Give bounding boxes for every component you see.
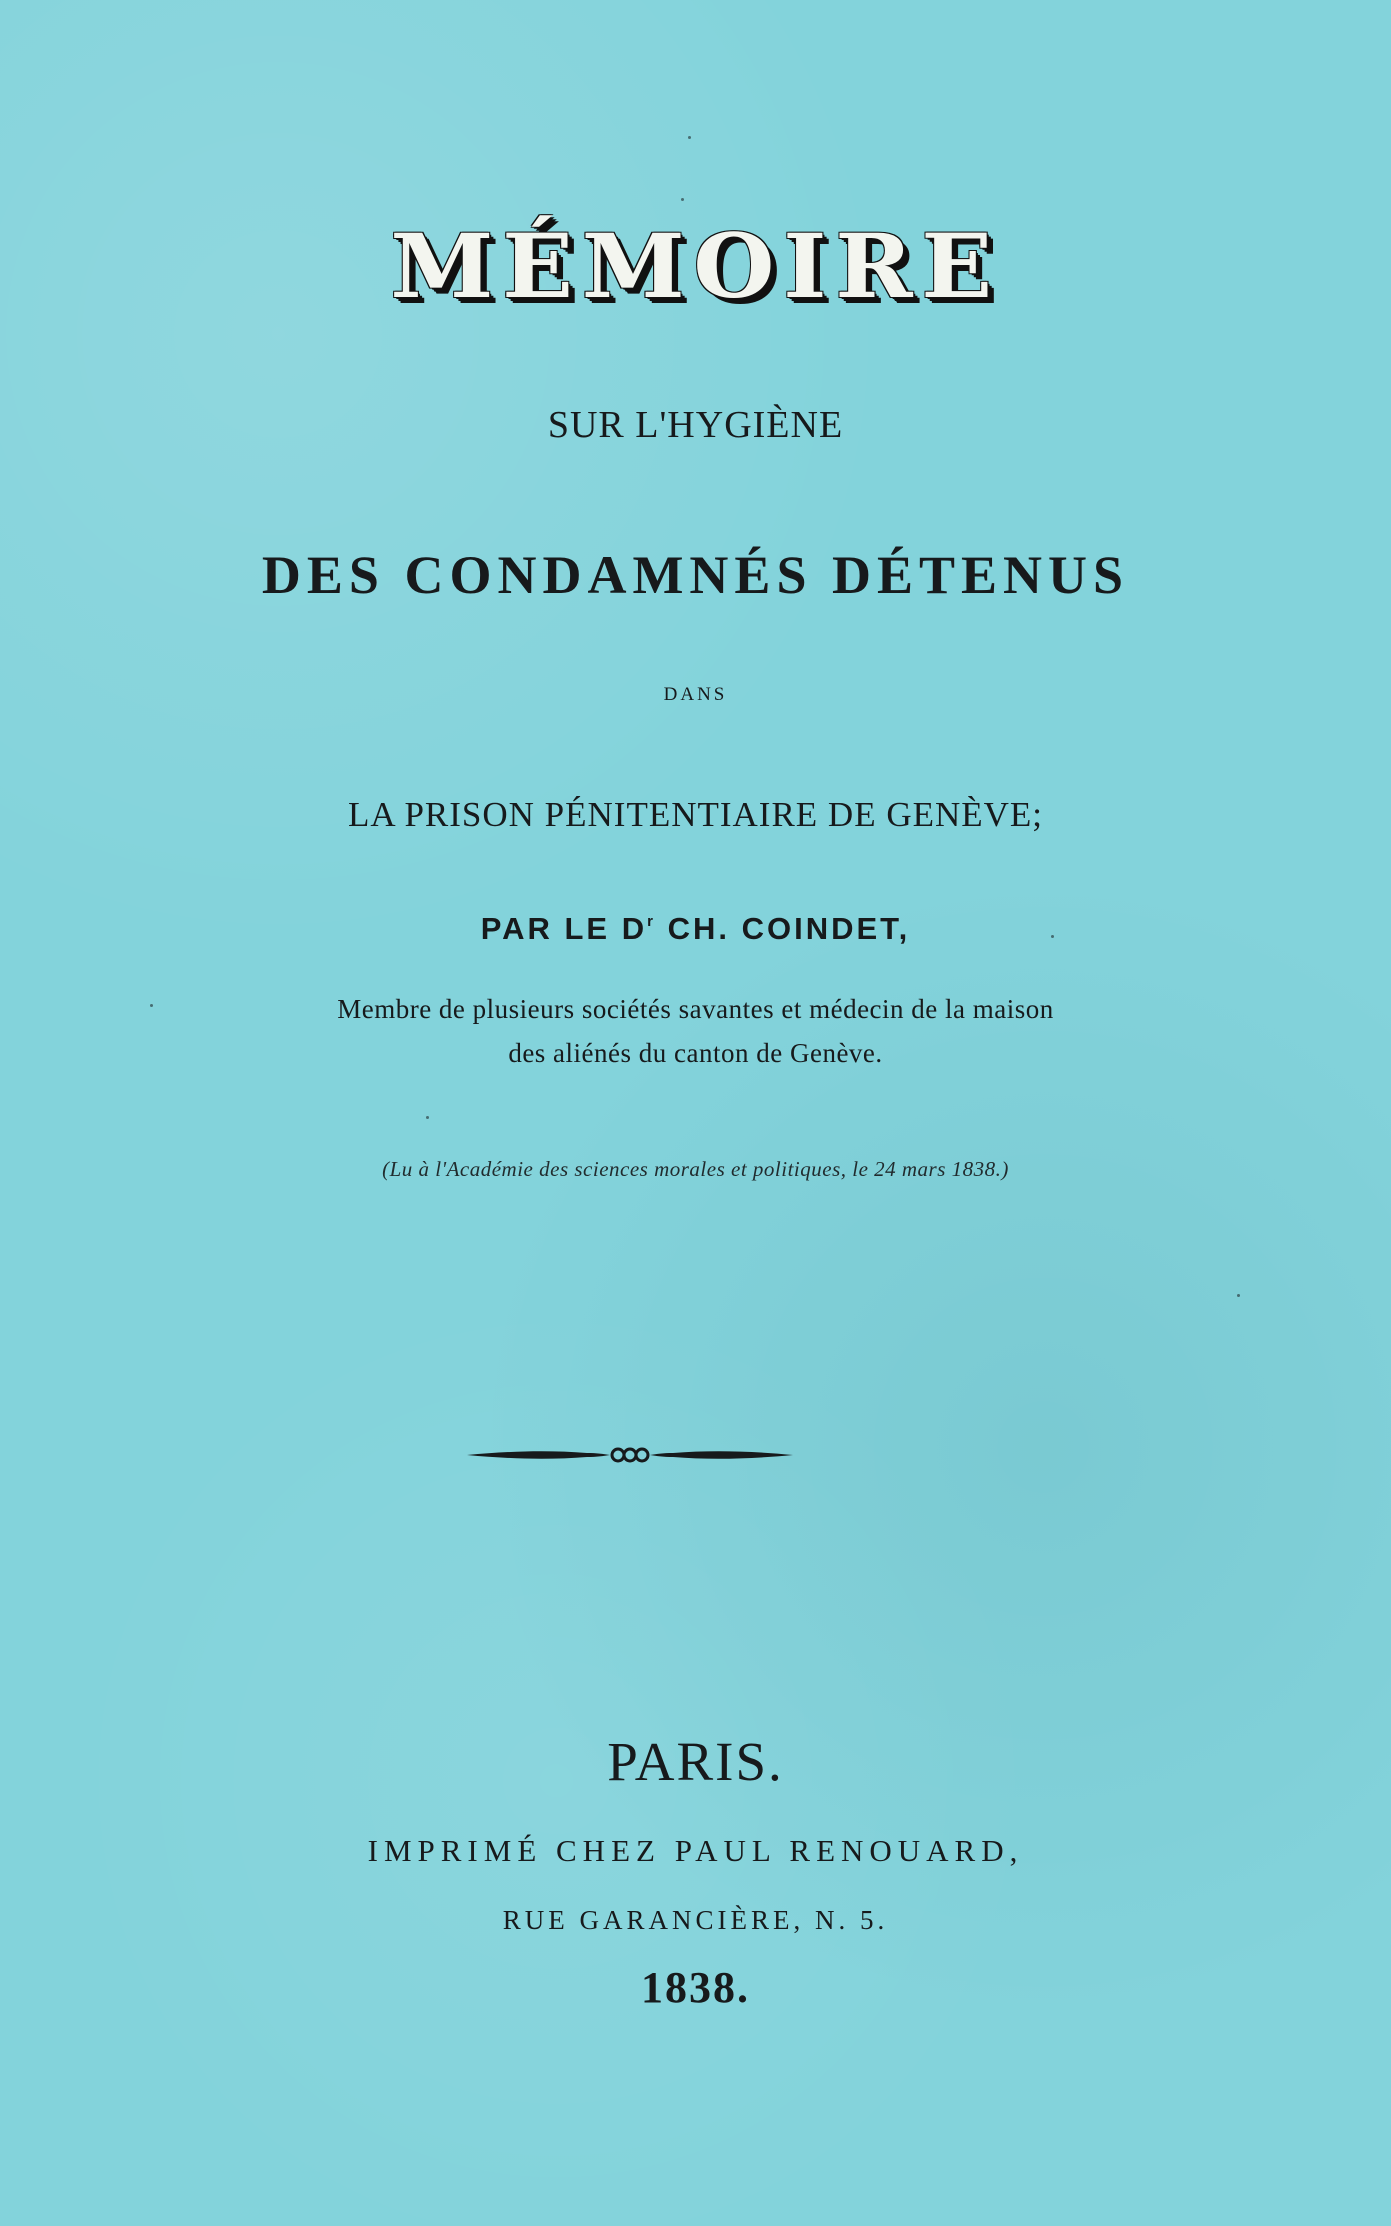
- ornament-icon: [465, 1438, 795, 1472]
- reading-note: (Lu à l'Académie des sciences morales et politiques, le 24 mars 1838.): [382, 1157, 1009, 1181]
- paper-speck: [688, 136, 691, 139]
- address-line: RUE GARANCIÈRE, N. 5.: [502, 1905, 889, 1935]
- paper-speck: [1237, 1294, 1240, 1297]
- author-prefix: PAR LE D: [480, 911, 648, 946]
- publication-year: 1838.: [641, 1963, 750, 2012]
- paper-speck: [426, 1116, 429, 1119]
- printer-line: IMPRIMÉ CHEZ PAUL RENOUARD,: [367, 1833, 1024, 1868]
- paper-speck: [681, 198, 684, 201]
- author-description-line-2: des aliénés du canton de Genève.: [508, 1038, 883, 1068]
- document-subtitle-line-3: LA PRISON PÉNITENTIAIRE DE GENÈVE;: [347, 795, 1044, 834]
- document-subtitle-line-1: SUR L'HYGIÈNE: [547, 404, 844, 446]
- document-subtitle-line-2: DES CONDAMNÉS DÉTENUS: [261, 545, 1130, 605]
- author-name: CH. COINDET,: [655, 911, 911, 946]
- author-description-line-1: Membre de plusieurs sociétés savantes et médecin de la maison: [337, 994, 1054, 1024]
- publication-place: PARIS.: [607, 1731, 784, 1792]
- document-title: MÉMOIRE: [390, 214, 1001, 318]
- author-line: [0, 911, 1391, 947]
- document-connector: DANS: [663, 684, 728, 705]
- author-title-superscript: r: [647, 913, 656, 930]
